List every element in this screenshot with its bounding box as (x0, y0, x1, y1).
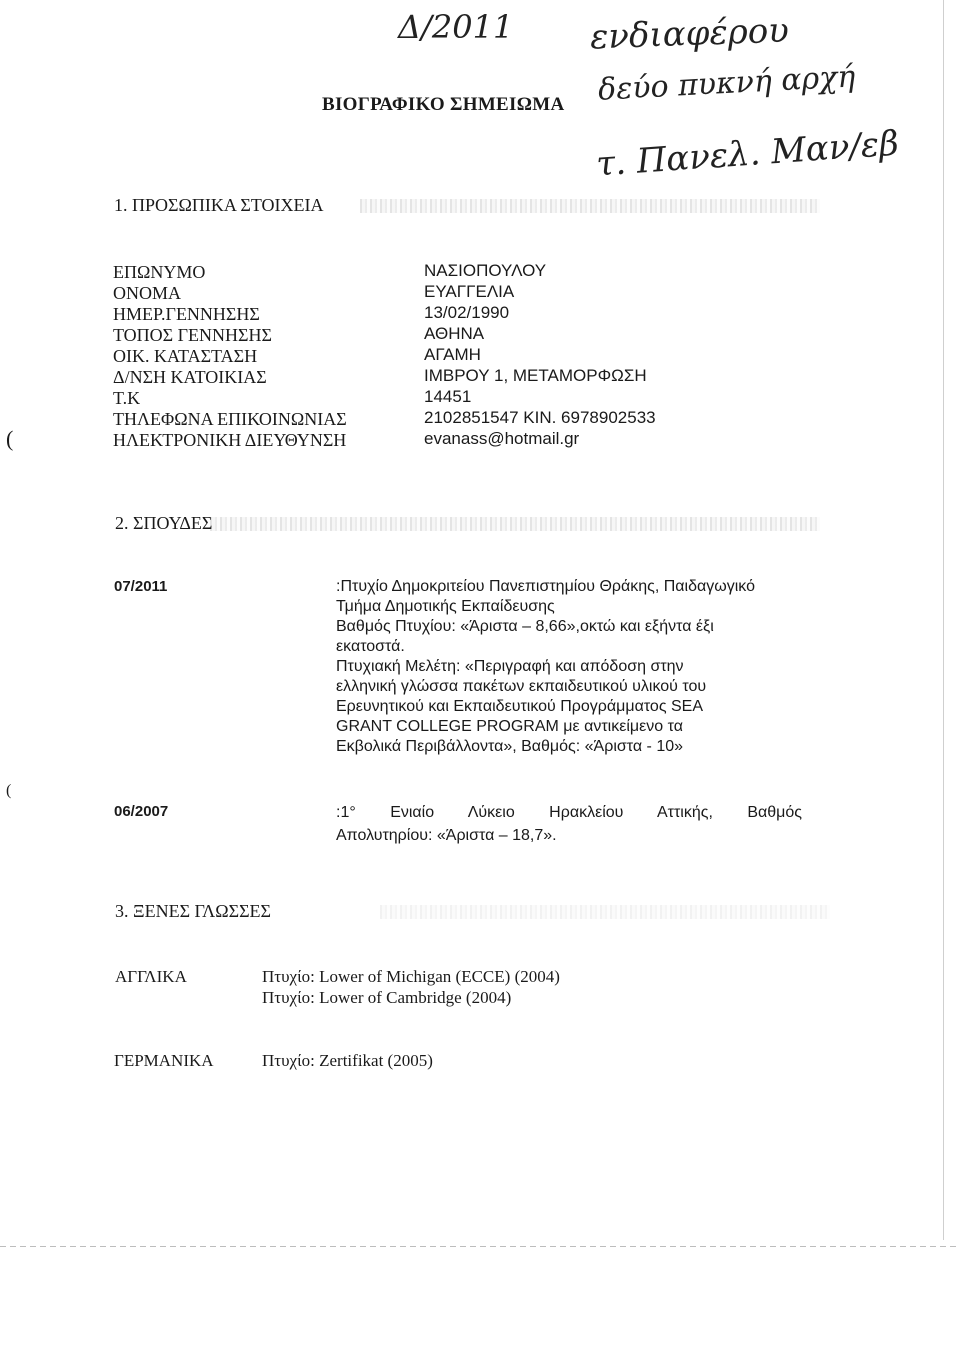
value-email: evanass@hotmail.gr (424, 429, 580, 448)
scan-noise (210, 517, 820, 531)
section-heading-personal: 1. ΠΡΟΣΩΠΙΚΑ ΣΤΟΙΧΕΙΑ (114, 195, 324, 215)
value-birth-date: 13/02/1990 (424, 303, 510, 322)
label-address: Δ/ΝΣΗ ΚΑΤΟΙΚΙΑΣ (113, 367, 267, 387)
study-date-2: 06/2007 (114, 803, 169, 820)
value-surname: ΝΑΣΙΟΠΟΥΛΟΥ (424, 261, 547, 280)
label-marital-status: ΟΙΚ. ΚΑΤΑΣΤΑΣΗ (113, 346, 258, 366)
document-title: ΒΙΟΓΡΑΦΙΚΟ ΣΗΜΕΙΩΜΑ (322, 94, 565, 115)
study-line: :Πτυχίο Δημοκριτείου Πανεπιστημίου Θράκης, Παιδαγωγικό (336, 578, 755, 595)
study-line: εκατοστά. (336, 638, 405, 655)
label-birth-date: ΗΜΕΡ.ΓΕΝΝΗΣΗΣ (113, 304, 260, 324)
language-item: Πτυχίο: Zertifikat (2005) (262, 1051, 433, 1070)
study-line: GRANT COLLEGE PROGRAM με αντικείμενο τα (336, 718, 683, 735)
handwritten-note-line2: δεύο πυκνή αρχή (597, 59, 857, 108)
study-line: :1° Ενιαίο Λύκειο Ηρακλείου Αττικής, Βαθμός (336, 804, 802, 821)
label-email: ΗΛΕΚΤΡΟΝΙΚΗ ΔΙΕΥΘΥΝΣΗ (113, 430, 347, 450)
label-phones: ΤΗΛΕΦΩΝΑ ΕΠΙΚΟΙΝΩΝΙΑΣ (113, 409, 347, 429)
study-line: Πτυχιακή Μελέτη: «Περιγραφή και απόδοση στην (336, 658, 684, 675)
study-line: Τμήμα Δημοτικής Εκπαίδευσης (336, 598, 555, 615)
scan-noise (360, 199, 820, 213)
value-address: ΙΜΒΡΟΥ 1, ΜΕΤΑΜΟΡΦΩΣΗ (424, 366, 647, 385)
study-date-1: 07/2011 (114, 578, 168, 595)
value-postal-code: 14451 (424, 387, 472, 406)
scan-noise (380, 905, 830, 919)
handwritten-note-line1: ενδιαφέρου (589, 10, 790, 58)
margin-bracket-2: ( (6, 782, 12, 799)
label-surname: ΕΠΩΝΥΜΟ (113, 262, 206, 282)
language-german: ΓΕΡΜΑΝΙΚΑ (114, 1051, 214, 1070)
study-line: Εκβολικά Περιβάλλοντα», Βαθμός: «Άριστα - 10» (336, 738, 684, 755)
language-item: Πτυχίο: Lower of Cambridge (2004) (262, 988, 512, 1007)
page-edge-bottom (0, 1246, 960, 1247)
section-heading-languages: 3. ΞΕΝΕΣ ΓΛΩΣΣΕΣ (115, 901, 272, 921)
section-heading-studies: 2. ΣΠΟΥΔΕΣ (115, 513, 213, 533)
label-postal-code: Τ.Κ (113, 388, 141, 408)
label-birth-place: ΤΟΠΟΣ ΓΕΝΝΗΣΗΣ (113, 325, 272, 345)
study-line: ελληνική γλώσσα πακέτων εκπαιδευτικού υλικού του (336, 678, 707, 695)
handwritten-note-line3: τ. Πανελ. Μαν/εβ (594, 123, 900, 185)
language-item: Πτυχίο: Lower of Michigan (ECCE) (2004) (262, 967, 560, 986)
handwritten-reference: Δ/2011 (398, 8, 514, 46)
margin-bracket-1: ( (6, 426, 14, 451)
value-phones: 2102851547 ΚΙΝ. 6978902533 (424, 408, 656, 427)
page-edge-right (943, 0, 944, 1240)
study-line: Βαθμός Πτυχίου: «Άριστα – 8,66»,οκτώ και εξήντα έξι (336, 618, 714, 635)
study-line: Απολυτηρίου: «Άριστα – 18,7». (336, 827, 557, 844)
value-birth-place: ΑΘΗΝΑ (424, 324, 485, 343)
language-english: ΑΓΓΛΙΚΑ (115, 967, 187, 986)
value-name: ΕΥΑΓΓΕΛΙΑ (424, 282, 515, 301)
study-line: Ερευνητικού και Εκπαιδευτικού Προγράμματος SEA (336, 698, 703, 715)
value-marital-status: ΑΓΑΜΗ (424, 345, 481, 364)
label-name: ΟΝΟΜΑ (113, 283, 182, 303)
